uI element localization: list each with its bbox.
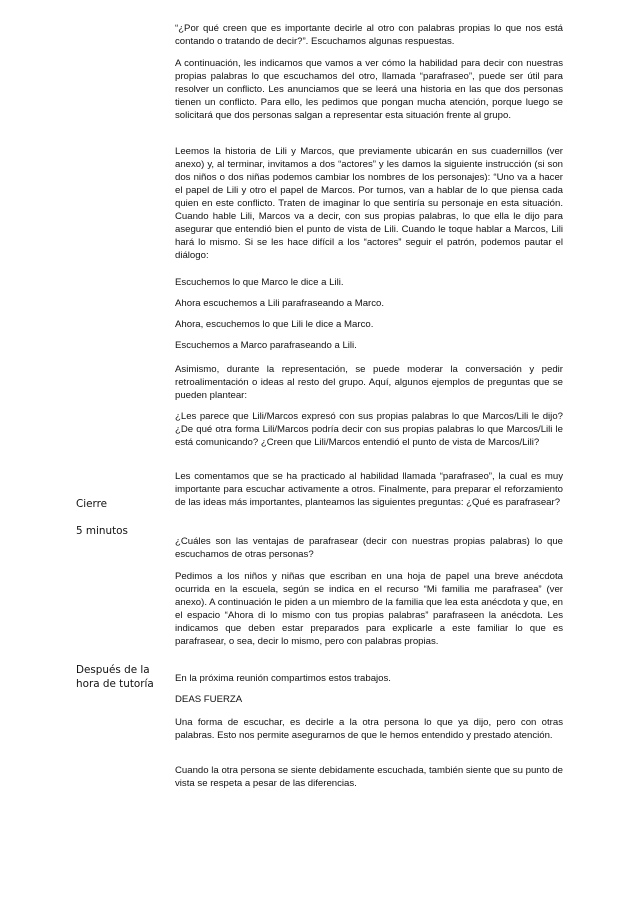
paragraph-dialog-step-3: Ahora, escuchemos lo que Lili le dice a Marco. bbox=[175, 319, 374, 330]
side-label-despues: Después de la hora de tutoría bbox=[76, 664, 154, 690]
paragraph-example-questions: ¿Les parece que Lili/Marcos expresó con sus propias palabras lo que Marcos/Lili le dijo? ¿De qué otra forma Lili/Marcos podría decir con sus propias palabras lo que Marcos/Lili le está comunicando? ¿Creen que Lili/Marcos entendió el punto de vista de Marcos/Lili? bbox=[175, 411, 563, 448]
paragraph-closing-comment: Les comentamos que se ha practicado al habilidad llamada “parafraseo”, la cual es muy importante para escuchar activamente a otros. Finalmente, para preparar el reforzamiento de las ideas más importantes, planteamos las siguientes preguntas: ¿Qué es parafrasear? bbox=[175, 471, 563, 508]
side-label-cierre: Cierre bbox=[76, 498, 108, 510]
paragraph-story-instructions: Leemos la historia de Lili y Marcos, que previamente ubicarán en sus cuadernillos (ver anexo) y, al terminar, invitamos a dos “actores” y les damos la siguiente instrucción (si son dos niños o dos niñas podemos cambiar los nombres de los personajes): “Uno va a hacer el papel de Lili y otro el papel de Marcos. Por turnos, van a hablar de lo que piensa cada quien en este conflicto. Traten de imaginar lo que sentiría su personaje en esta situación. Cuando hable Lili, Marcos va a decir, con sus propias palabras, lo que ella le dijo para asegurar que entendió bien el punto de vista de Lili. Cuando le toque hablar a Marcos, Lili hará lo mismo. Si se les hace difícil a los “actores” seguir el patrón, podemos pautar el diálogo: bbox=[175, 146, 563, 261]
paragraph-idea-1: Una forma de escuchar, es decirle a la otra persona lo que ya dijo, pero con otras palabras. Esto nos permite asegurarnos de que le hemos entendido y prestado atención. bbox=[175, 717, 563, 741]
paragraph-dialog-step-4: Escuchemos a Marco parafraseando a Lili. bbox=[175, 340, 357, 351]
paragraph-dialog-step-2: Ahora escuchemos a Lili parafraseando a Marco. bbox=[175, 298, 385, 309]
paragraph-question-intro: “¿Por qué creen que es importante decirle al otro con palabras propias lo que nos está contando o tratando de decir?”. Escuchamos algunas respuestas. bbox=[175, 23, 563, 47]
paragraph-idea-2: Cuando la otra persona se siente debidamente escuchada, también siente que su punto de vista se respeta a pesar de las diferencias. bbox=[175, 765, 563, 789]
side-label-duration: 5 minutos bbox=[76, 525, 128, 537]
paragraph-anecdote-task: Pedimos a los niños y niñas que escriban en una hoja de papel una breve anécdota ocurrida en la escuela, según se indica en el recurso “Mi familia me parafrasea” (ver anexo). A continuación le piden a un miembro de la familia que lea esta anécdota y que, en el espacio “Ahora di lo mismo con tus propias palabras” parafraseen la anécdota. Les indicamos que deben estar preparados para explicarle a este familiar lo que es parafrasear, o sea, decir lo mismo, pero con palabras propias. bbox=[175, 571, 563, 647]
paragraph-next-meeting: En la próxima reunión compartimos estos trabajos. bbox=[175, 673, 391, 684]
paragraph-dialog-step-1: Escuchemos lo que Marco le dice a Lili. bbox=[175, 277, 344, 288]
paragraph-parafraseo-intro: A continuación, les indicamos que vamos a ver cómo la habilidad para decir con nuestras propias palabras lo que escuchamos del otro, llamada “parafraseo”, puede ser útil para resolver un conflicto. Les anunciamos que se leerá una historia en las que dos personas tienen un conflicto. Para ello, les pedimos que pongan mucha atención, porque luego se solicitará que dos personas salgan a representar esta situación frente al grupo. bbox=[175, 58, 563, 121]
paragraph-moderation: Asimismo, durante la representación, se puede moderar la conversación y pedir retroalimentación o ideas al resto del grupo. Aquí, algunos ejemplos de preguntas que se pueden plantear: bbox=[175, 364, 563, 401]
heading-ideas-fuerza: DEAS FUERZA bbox=[175, 694, 243, 705]
paragraph-advantages-question: ¿Cuáles son las ventajas de parafrasear (decir con nuestras propias palabras) lo que escuchamos de otras personas? bbox=[175, 536, 563, 560]
